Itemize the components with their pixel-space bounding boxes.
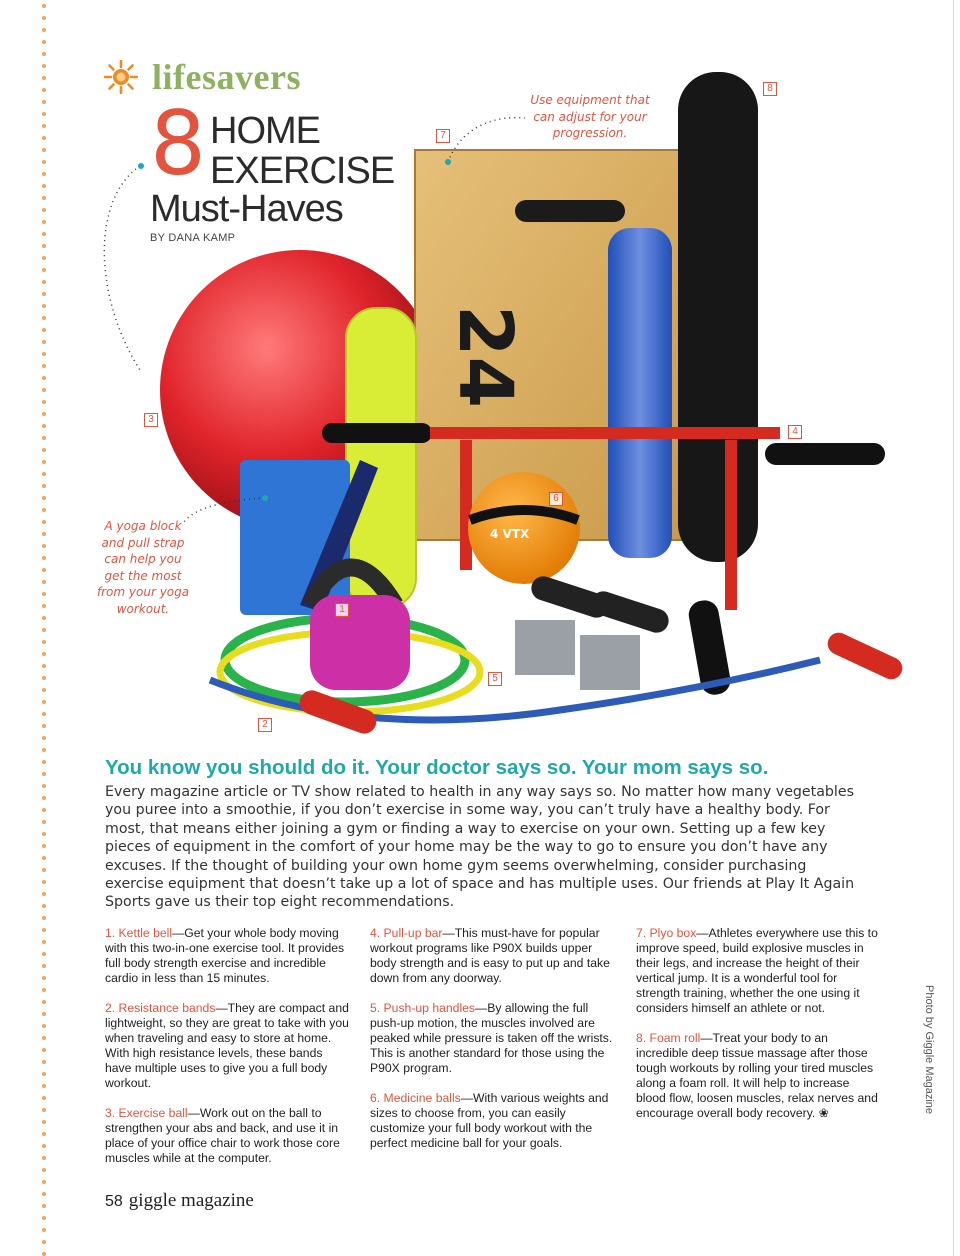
- item-name: 7. Plyo box: [636, 926, 697, 940]
- list-item: 8. Foam roll—Treat your body to an incredible deep tissue massage after those tough workouts by rolling your tired muscles along a foam roll. It will help to increase blood flow, loosen muscles, relax nerves and encourage overall body recovery. ❀: [636, 1031, 878, 1120]
- item-name: 8. Foam roll: [636, 1031, 701, 1045]
- item-text: Treat your body to an incredible deep tissue massage after those tough workouts by rolling your tired muscles along a foam roll. It will help to increase blood flow, loosen muscles, relax nerves and encourage overall body recovery.: [636, 1031, 878, 1120]
- marker-6: 6: [549, 492, 563, 506]
- band-handle-right: [824, 629, 906, 683]
- section-label: lifesavers: [152, 57, 301, 97]
- callout-yoga-note: A yoga block and pull strap can help you get the most from your yoga workout.: [96, 519, 190, 616]
- marker-2: 2: [258, 718, 272, 732]
- sun-icon: [104, 60, 138, 94]
- band-handle-left: [296, 687, 379, 737]
- item-name: 4. Pull-up bar: [370, 926, 443, 940]
- item-name: 6. Medicine balls: [370, 1091, 461, 1105]
- list-item: 3. Exercise ball—Work out on the ball to strengthen your abs and back, and use it in place of your office chair to work those core muscles while at the computer.: [105, 1106, 340, 1165]
- intro-paragraph: Every magazine article or TV show related to health in any way says so. No matter how many vegetables you puree into a smoothie, if you don’t exercise in some way, you can’t truly have a healthy body. For most, that means either joining a gym or finding a way to exercise on your own. Setting up a few key pieces of equipment in the comfort of your home may be the way to go to ensure you don’t have any excuses. If the thought of building your own home gym seems overwhelming, consider purchasing exercise equipment that doesn’t take up a lot of space and has multiple uses. Our friends at Play It Again Sports gave us their top eight recommendations.: [105, 784, 855, 911]
- marker-8: 8: [763, 82, 777, 96]
- callout-plyo-note: Use equipment that can adjust for your progression.: [530, 93, 650, 140]
- marker-7: 7: [436, 129, 450, 143]
- item-name: 3. Exercise ball: [105, 1106, 188, 1120]
- marker-4: 4: [788, 425, 802, 439]
- decorative-dotted-border: [38, 0, 50, 1256]
- column-3: [636, 926, 881, 1136]
- item-text: This must-have for popular workout programs like P90X builds upper body strength and is easy to put up and take down from any doorway.: [370, 926, 610, 985]
- item-text: With various weights and sizes to choose from, you can easily customize your full body workout with the perfect medicine ball for your goals.: [370, 1091, 609, 1150]
- plyo-box-label: 24: [442, 305, 528, 408]
- medicine-ball: [468, 472, 580, 584]
- title-line-2: EXERCISE: [210, 150, 395, 192]
- page-number: 58: [105, 1193, 123, 1210]
- list-item: 1. Kettle bell—Get your whole body moving with this two-in-one exercise tool. It provides full body strength exercise and incredible cardio in less than 15 minutes.: [105, 926, 345, 985]
- column-2: [370, 926, 615, 1166]
- end-mark-icon: ❀: [818, 1106, 829, 1120]
- marker-1: 1: [335, 603, 349, 617]
- photo-credit: Photo by Giggle Magazine: [923, 985, 935, 1115]
- item-text: Work out on the ball to strengthen your abs and back, and use it in place of your office chair to work those core muscles while at the computer.: [105, 1106, 340, 1165]
- item-text: They are compact and lightweight, so they are great to take with you when traveling and easy to store at home. With high resistance levels, these bands have multiple uses to give you a full body workout.: [105, 1001, 349, 1090]
- title-line-3: Must-Haves: [150, 188, 343, 230]
- title-number: 8: [150, 92, 206, 195]
- item-name: 2. Resistance bands: [105, 1001, 216, 1015]
- item-name: 1. Kettle bell: [105, 926, 173, 940]
- magazine-name: giggle magazine: [128, 1190, 254, 1211]
- foam-roll: [678, 72, 758, 562]
- list-item: 7. Plyo box—Athletes everywhere use this to improve speed, build explosive muscles in their legs, and increase the height of their vertical jump. It is a wonderful tool for strength training, whether the one using it considers himself an athlete or not.: [636, 926, 878, 1015]
- item-text: Athletes everywhere use this to improve speed, build explosive muscles in their legs, and increase the height of their vertical jump. It is a wonderful tool for strength training, whether the one using it considers himself an athlete or not.: [636, 926, 878, 1015]
- list-item: 2. Resistance bands—They are compact and lightweight, so they are great to take with you when traveling and easy to store at home. With high resistance levels, these bands have multiple uses to give you a full body workout.: [105, 1001, 349, 1090]
- title-line-1: HOME: [210, 110, 320, 152]
- push-up-handles: [515, 573, 672, 690]
- item-text: By allowing the full push-up motion, the muscles involved are peaked while pressure is taken off the wrists. This is another standard for those using the P90X program.: [370, 1001, 613, 1075]
- item-text: Get your whole body moving with this two-in-one exercise tool. It provides full body strength exercise and incredible cardio in less than 15 minutes.: [105, 926, 345, 985]
- column-1: [105, 926, 350, 1181]
- yoga-mat: [608, 228, 672, 558]
- marker-5: 5: [488, 672, 502, 686]
- list-item: 4. Pull-up bar—This must-have for popular workout programs like P90X builds upper body strength and is easy to put up and take down from any doorway.: [370, 926, 610, 985]
- list-item: 5. Push-up handles—By allowing the full push-up motion, the muscles involved are peaked while pressure is taken off the wrists. This is another standard for those using the P90X program.: [370, 1001, 613, 1075]
- marker-3: 3: [144, 413, 158, 427]
- byline: BY DANA KAMP: [150, 232, 236, 244]
- list-item: 6. Medicine balls—With various weights and sizes to choose from, you can easily customize your full body workout with the perfect medicine ball for your goals.: [370, 1091, 609, 1150]
- item-name: 5. Push-up handles: [370, 1001, 476, 1015]
- article-title: [150, 92, 410, 234]
- page-footer: [105, 1190, 254, 1212]
- headline: You know you should do it. Your doctor says so. Your mom says so.: [105, 756, 769, 779]
- svg-text:4 VTX: 4 VTX: [490, 527, 530, 541]
